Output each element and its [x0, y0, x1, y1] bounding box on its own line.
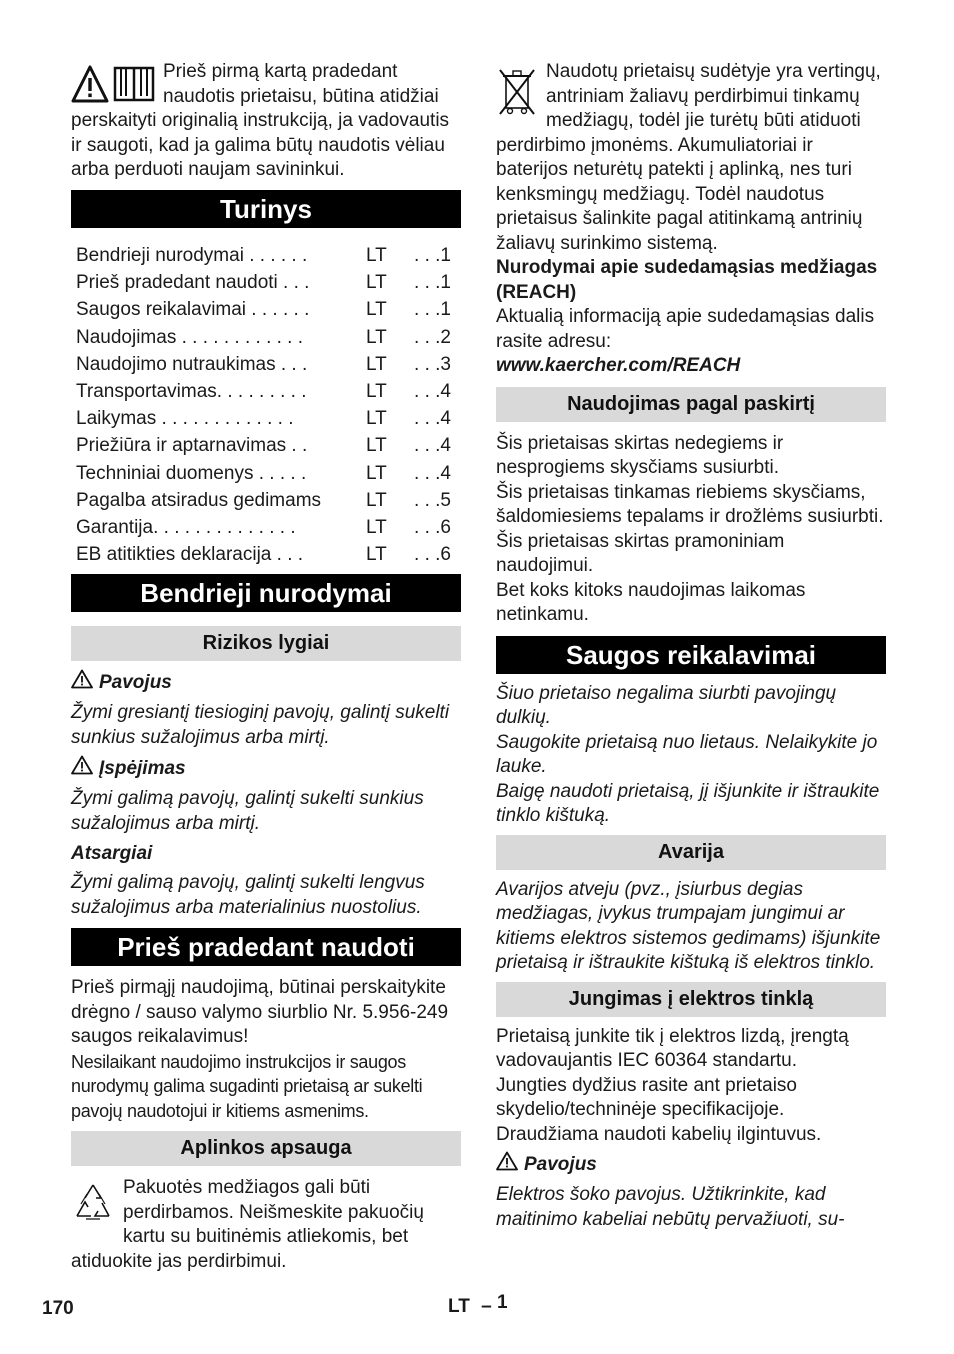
- intro-icons: [71, 64, 155, 108]
- toc-entry-page: . . .5: [414, 489, 451, 511]
- environment-block: [71, 1176, 461, 1274]
- warning-heading: [71, 755, 461, 783]
- recycle-icon: [71, 1182, 115, 1227]
- subsection-title-power-connection: Jungimas į elektros tinklą: [496, 982, 886, 1017]
- danger-text: Žymi gresiantį tiesioginį pavojų, galintį sukelti sunkius sužalojimus arba mirtį.: [71, 702, 450, 748]
- toc-entry-page: . . .4: [414, 462, 451, 484]
- intended-use-4: Bet koks kitoks naudojimas laikomas netinkamu.: [496, 579, 806, 625]
- warning-triangle-icon: [71, 755, 93, 783]
- toc-entry-title: EB atitikties deklaracija . . .: [76, 544, 304, 566]
- toc-entry-title: Laikymas . . . . . . . . . . . . .: [76, 408, 294, 430]
- warning-triangle-icon: [71, 64, 109, 108]
- emergency-text: Avarijos atveju (pvz., įsiurbus degias medžiagas, įvykus trumpajam jungimui ar kitiems elektros sistemos gedimams) išjunkite prietaisą ir ištraukite kištuką iš elektros tinklo.: [496, 878, 881, 973]
- toc-entry-title: Naudojimas . . . . . . . . . . . .: [76, 326, 304, 348]
- danger-text: Elektros šoko pavojus. Užtikrinkite, kad maitinimo kabeliai nebūtų pervažiuoti, su-: [496, 1184, 845, 1230]
- subsection-title-environment: Aplinkos apsauga: [71, 1131, 461, 1166]
- reach-heading: Nurodymai apie sudedamąsias medžiagas (REACH): [496, 257, 878, 303]
- footer-section-marker: [448, 1292, 508, 1318]
- warning-label: Įspėjimas: [99, 758, 186, 780]
- toc-title: Turinys: [71, 190, 461, 228]
- page-number: 170: [42, 1298, 74, 1319]
- toc-entry-title: Garantija. . . . . . . . . . . . . .: [76, 517, 296, 539]
- footer-dash: –: [481, 1296, 492, 1317]
- footer-section-page: 1: [496, 1292, 508, 1313]
- subsection-title-intended-use: Naudojimas pagal paskirtį: [496, 387, 886, 422]
- toc-entry-lang: LT: [366, 272, 387, 294]
- right-column: [496, 60, 886, 1232]
- toc-row[interactable]: [71, 296, 461, 323]
- reach-text: Aktualią informaciją apie sudedamąsias dalis rasite adresu:: [496, 306, 875, 352]
- weee-text: Naudotų prietaisų sudėtyje yra vertingų, antriniam žaliavų perdirbimui tinkamų medžiagų, todėl jie turėtų būti atiduoti perdirbimo įmonėms. Akumuliatoriai ir baterijos neturėtų patekti į aplinką, nes turi kenksmingų medžiagų. Todėl naudotus prietaisus šalinkite pagal atitinkamą antrinių žaliavų surinkimo sistemą.: [496, 61, 881, 254]
- toc-entry-lang: LT: [366, 435, 387, 457]
- toc-entry-lang: LT: [366, 408, 387, 430]
- caution-heading: [71, 841, 461, 867]
- warning-triangle-icon: [71, 669, 93, 697]
- toc-entry-page: . . .1: [414, 272, 451, 294]
- danger-heading: [71, 669, 461, 697]
- manual-book-icon: [113, 64, 155, 108]
- toc-entry-lang: LT: [366, 489, 387, 511]
- caution-text: Žymi galimą pavojų, galintį sukelti lengvus sužalojimus arba materialinius nuostolius.: [71, 872, 425, 918]
- intended-use-2: Šis prietaisas tinkamas riebiems skysčiams, šaldomiesiems tepalams ir drožlėms susiurbti.: [496, 481, 884, 527]
- intro-text: Prieš pirmą kartą pradedant naudotis prietaisu, būtina atidžiai perskaityti originalią instrukciją, ja vadovautis ir saugoti, kad ja galima būtų naudotis vėliau arba perduoti naujam savininkui.: [71, 61, 450, 180]
- toc-row[interactable]: [71, 324, 461, 351]
- toc-row[interactable]: [71, 378, 461, 405]
- danger-heading: [496, 1151, 886, 1179]
- toc-row[interactable]: [71, 514, 461, 541]
- toc-entry-page: . . .4: [414, 435, 451, 457]
- toc-entry-title: Saugos reikalavimai . . . . . .: [76, 299, 310, 321]
- toc-row[interactable]: [71, 242, 461, 269]
- safety-text-3: Baigę naudoti prietaisą, jį išjunkite ir ištraukite tinklo kištuką.: [496, 780, 880, 826]
- toc-entry-lang: LT: [366, 299, 387, 321]
- crossed-bin-icon: [496, 64, 538, 125]
- intro-block: [71, 60, 461, 184]
- toc-entry-lang: LT: [366, 544, 387, 566]
- subsection-title-emergency: Avarija: [496, 835, 886, 870]
- toc-entry-title: Prieš pradedant naudoti . . .: [76, 272, 310, 294]
- subsection-title-risk: Rizikos lygiai: [71, 626, 461, 661]
- toc-entry-title: Transportavimas. . . . . . . . .: [76, 381, 307, 403]
- before-text-2: Nesilaikant naudojimo instrukcijos ir saugos nurodymų galima sugadinti prietaisą ar sukelti pavojų naudotojui ir kitiems asmenims.: [71, 1051, 423, 1121]
- toc-row[interactable]: [71, 487, 461, 514]
- before-text-1: Prieš pirmąjį naudojimą, būtinai perskaitykite drėgno / sauso valymo siurblio Nr. 5.956-249 saugos reikalavimus!: [71, 977, 449, 1048]
- intended-use-1: Šis prietaisas skirtas nedegiems ir nesprogiems skysčiams susiurbti.: [496, 432, 784, 478]
- environment-text: Pakuotės medžiagos gali būti perdirbamos. Neišmeskite pakuočių kartu su buitinėmis atliekomis, bet atiduokite jas perdirbimui.: [71, 1177, 424, 1272]
- weee-block: [496, 60, 886, 256]
- toc-entry-lang: LT: [366, 353, 387, 375]
- toc-entry-page: . . .2: [414, 326, 451, 348]
- danger-label: Pavojus: [524, 1154, 597, 1175]
- toc-table: [71, 242, 461, 568]
- toc-entry-title: Techniniai duomenys . . . . .: [76, 462, 307, 484]
- toc-entry-lang: LT: [366, 326, 387, 348]
- safety-text-1: Šiuo prietaiso negalima siurbti pavojingų dulkių.: [496, 682, 837, 728]
- toc-entry-page: . . .4: [414, 408, 451, 430]
- toc-row[interactable]: [71, 351, 461, 378]
- warning-text: Žymi galimą pavojų, galintį sukelti sunkius sužalojimus arba mirtį.: [71, 788, 424, 834]
- toc-row[interactable]: [71, 405, 461, 432]
- toc-entry-title: Bendrieji nurodymai . . . . . .: [76, 245, 308, 266]
- toc-entry-page: . . .3: [414, 353, 451, 375]
- toc-row[interactable]: [71, 432, 461, 459]
- safety-text-2: Saugokite prietaisą nuo lietaus. Nelaikykite jo lauke.: [496, 731, 878, 777]
- section-title-general: Bendrieji nurodymai: [71, 574, 461, 612]
- caution-label: Atsargiai: [71, 843, 153, 865]
- toc-row[interactable]: [71, 541, 461, 568]
- toc-entry-title: Pagalba atsiradus gedimams: [76, 489, 322, 511]
- intended-use-3: Šis prietaisas skirtas pramoniniam naudojimui.: [496, 530, 785, 576]
- toc-row[interactable]: [71, 269, 461, 296]
- toc-entry-lang: LT: [366, 245, 387, 266]
- toc-entry-lang: LT: [366, 462, 387, 484]
- section-title-safety: Saugos reikalavimai: [496, 636, 886, 674]
- toc-entry-page: . . .1: [414, 245, 451, 266]
- toc-entry-page: . . .6: [414, 517, 451, 539]
- left-column: [71, 60, 461, 1274]
- toc-entry-title: Naudojimo nutraukimas . . .: [76, 353, 308, 375]
- danger-label: Pavojus: [99, 672, 172, 694]
- power-text-2: Jungties dydžius rasite ant prietaiso skydelio/techninėje specifikacijoje.: [496, 1074, 797, 1120]
- footer-lang: LT: [448, 1296, 470, 1317]
- toc-entry-page: . . .4: [414, 381, 451, 403]
- power-text-1: Prietaisą junkite tik į elektros lizdą, įrengtą vadovaujantis IEC 60364 standartu.: [496, 1025, 849, 1071]
- warning-triangle-icon: [496, 1151, 518, 1179]
- toc-entry-page: . . .6: [414, 544, 451, 566]
- section-title-before-use: Prieš pradedant naudoti: [71, 928, 461, 966]
- toc-row[interactable]: [71, 460, 461, 487]
- toc-entry-lang: LT: [366, 517, 387, 539]
- toc-entry-title: Priežiūra ir aptarnavimas . .: [76, 435, 308, 457]
- power-text-3: Draudžiama naudoti kabelių ilgintuvus.: [496, 1123, 822, 1145]
- toc-entry-lang: LT: [366, 381, 387, 403]
- toc-entry-page: . . .1: [414, 299, 451, 321]
- reach-url-link[interactable]: www.kaercher.com/REACH: [496, 355, 741, 376]
